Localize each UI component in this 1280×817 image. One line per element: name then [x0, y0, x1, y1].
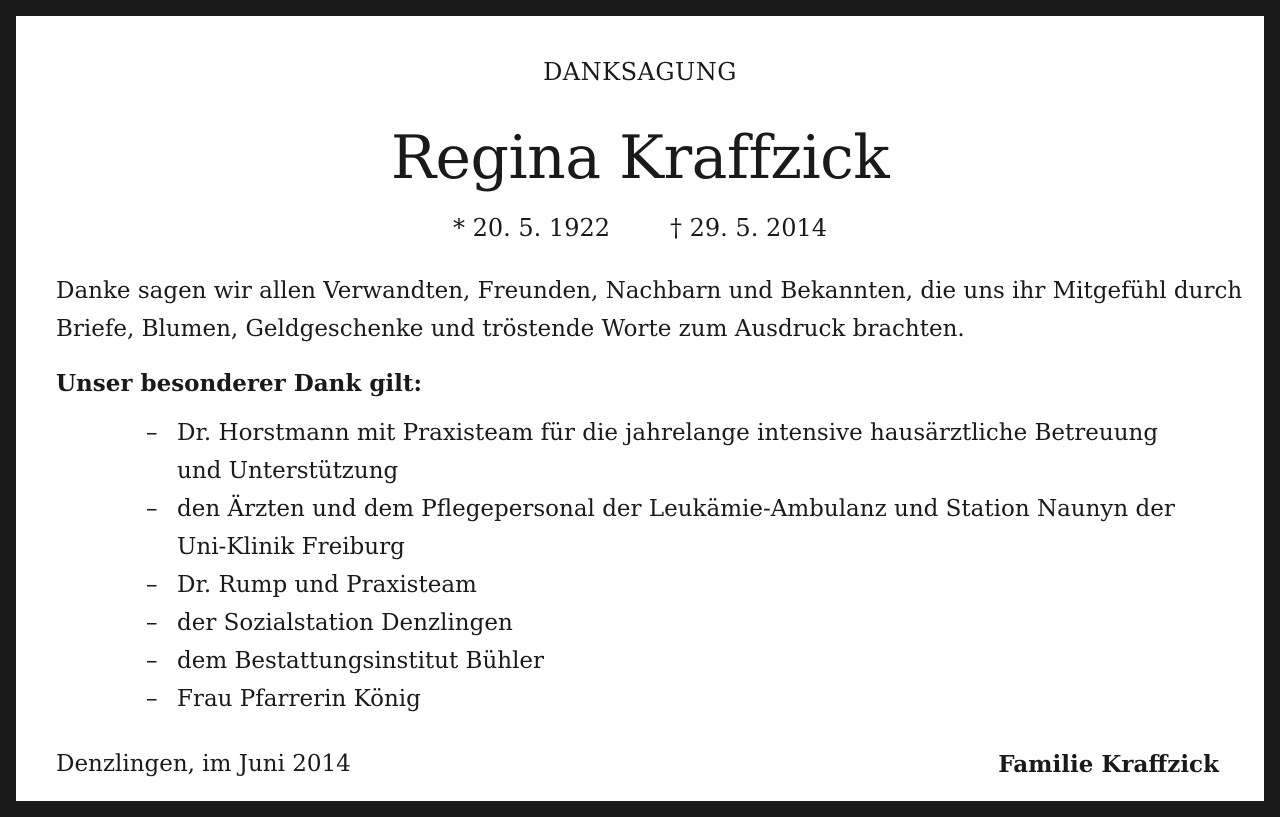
- list-item-text: dem Bestattungsinstitut Bühler: [177, 648, 545, 674]
- dash-marker: –: [146, 420, 158, 446]
- list-item: [146, 642, 1196, 680]
- list-item-text: Dr. Rump und Praxisteam: [177, 572, 477, 598]
- deceased-name: Regina Kraffzick: [390, 123, 890, 193]
- life-dates: [16, 214, 1264, 242]
- dash-marker: –: [146, 496, 158, 522]
- intro-text: Danke sagen wir allen Verwandten, Freunden, Nachbarn und Bekannten, die uns ihr Mitgefühl durch Briefe, Blumen, Geldgeschenke und tröstende Worte zum Ausdruck brachten.: [56, 278, 1243, 342]
- place-and-date: Denzlingen, im Juni 2014: [56, 751, 351, 777]
- special-thanks-heading: Unser besonderer Dank gilt:: [56, 370, 422, 397]
- signature: Familie Kraffzick: [998, 751, 1219, 778]
- death-date: † 29. 5. 2014: [670, 214, 828, 242]
- list-item: [146, 490, 1196, 566]
- list-item: [146, 604, 1196, 642]
- list-item: [146, 414, 1196, 490]
- dash-marker: –: [146, 610, 158, 636]
- list-item: [146, 680, 1196, 718]
- list-item-text: Frau Pfarrerin König: [177, 686, 421, 712]
- dash-marker: –: [146, 686, 158, 712]
- list-item-text: der Sozialstation Denzlingen: [177, 610, 513, 636]
- heading: DANKSAGUNG: [543, 58, 737, 86]
- list-item-text: Dr. Horstmann mit Praxisteam für die jahrelange intensive hausärztliche Betreuung und Unterstützung: [177, 420, 1159, 484]
- list-item-text: den Ärzten und dem Pflegepersonal der Leukämie-Ambulanz und Station Naunyn der Uni-Klinik Freiburg: [177, 496, 1175, 560]
- dash-marker: –: [146, 648, 158, 674]
- list-item: [146, 566, 1196, 604]
- dash-marker: –: [146, 572, 158, 598]
- birth-date: * 20. 5. 1922: [452, 214, 610, 242]
- thanks-list: [146, 414, 1196, 718]
